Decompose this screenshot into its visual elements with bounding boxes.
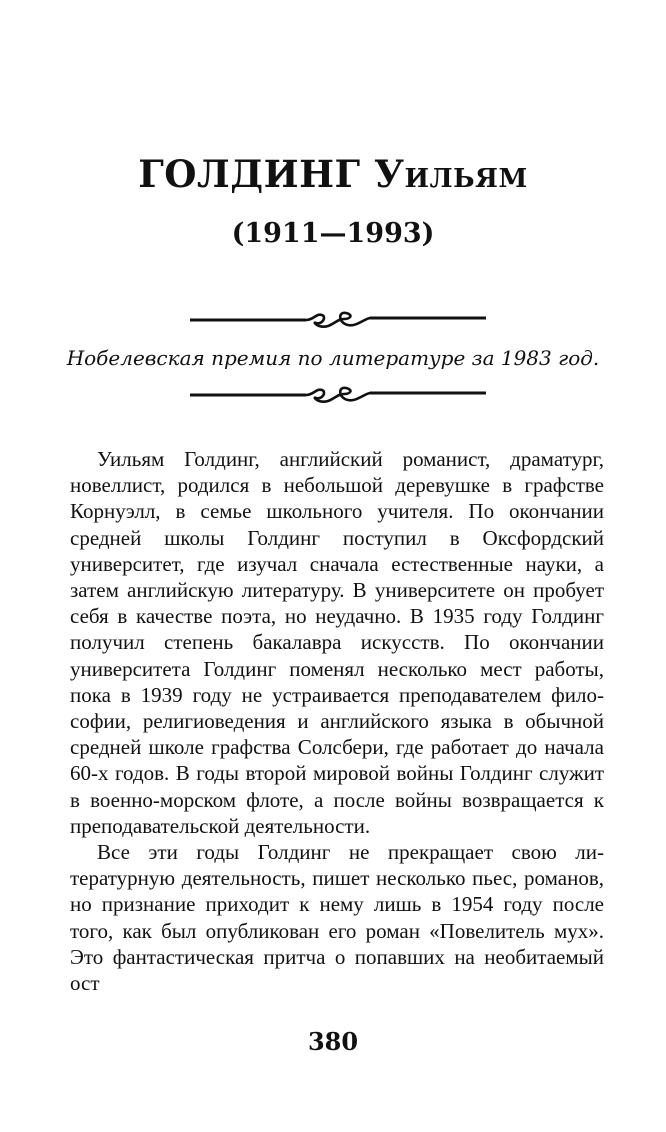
- author-given-name: Уильям: [374, 152, 528, 196]
- page-number: 380: [307, 1027, 359, 1056]
- nobel-award-note: Нобелевская премия по литературе за 1983 год.: [66, 346, 600, 370]
- biography-text: [70, 446, 604, 996]
- author-years: (1911—1993): [231, 218, 435, 249]
- author-surname: ГОЛДИНГ: [138, 152, 361, 196]
- ornament-swirl: [306, 388, 370, 402]
- ornament-divider-bottom: [188, 380, 488, 410]
- paragraph: Уильям Голдинг, английский романист, драматург, новеллист, родился в небольшой деревушке в графстве Корнуэлл, в семье школьного учителя. По окончании средней школы Голдинг поступил в Оксфордский университет, где изучал сначала естественные науки, а затем английскую литературу. В университете он пробует себя в качестве поэта, но неудачно. В 1935 году Голдинг получил степень бакалавра искусств. По окончании университета Голдинг поменял несколько мест работы, пока в 1939 году не устраивается преподавателем философии, религиоведения и английского языка в обычной средней школе графства Солсбери, где работает до начала 60-х годов. В годы второй мировой войны Голдинг служит в военно-морском флоте, а после войны возвращается к преподавательской деятельности.: [70, 447, 604, 838]
- ornament-divider-top: [188, 305, 488, 335]
- ornament-swirl: [306, 313, 370, 327]
- page-title: [0, 150, 666, 198]
- paragraph: Все эти годы Голдинг не прекращает свою литературную деятельность, пишет несколько пьес, романов, но признание приходит к нему лишь в 1954 году после того, как был опубликован его роман «Повелитель мух». Это фантастическая притча о попавших на необитаемый ост: [70, 840, 604, 996]
